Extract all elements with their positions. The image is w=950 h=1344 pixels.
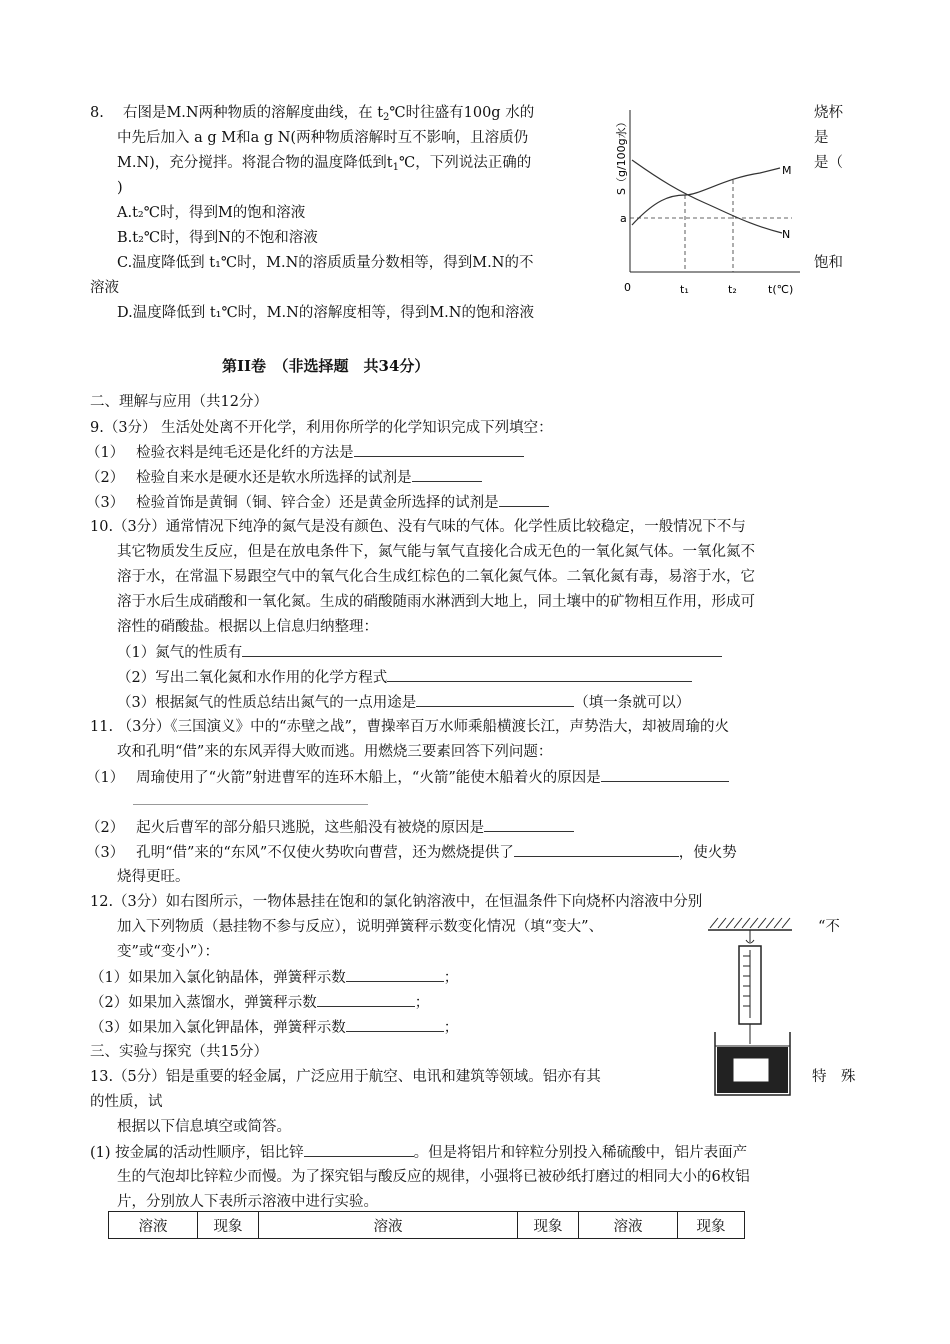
q11-item-3-cont: 烧得更旺。 xyxy=(117,869,190,885)
section-3-heading: 三、实验与探究（共15分） xyxy=(90,1044,268,1060)
q11-item-3: （3） 孔明“借”来的“东风”不仅使火势吹向曹营，还为燃烧提供了 ，使火势 xyxy=(86,842,737,863)
q8-right-text-1: 烧杯 xyxy=(814,105,843,121)
graph-label-t1: t₁ xyxy=(680,283,689,296)
table-header-cell: 溶液 xyxy=(579,1212,678,1239)
q8-right-text-3: 是（ xyxy=(814,155,843,171)
q8-right-text-4: 饱和 xyxy=(814,255,843,271)
q11-item-2: （2） 起火后曹军的部分船只逃脱，这些船没有被烧的原因是 xyxy=(86,817,574,838)
q12-item-3: （3）如果加入氯化钾晶体，弹簧秤示数 ； xyxy=(90,1017,458,1038)
q12-item-2: （2）如果加入蒸馏水，弹簧秤示数 ； xyxy=(90,992,429,1013)
q8-option-b: B.t₂℃时，得到N的不饱和溶液 xyxy=(117,230,318,246)
graph-label-t2: t₂ xyxy=(728,283,737,296)
q12-line-2: 加入下列物质（悬挂物不参与反应），说明弹簧秤示数变化情况（填“变大”、 xyxy=(117,919,604,935)
q11-item-1-answer-line xyxy=(133,804,368,805)
q10-item-3: （3）根据氮气的性质总结出氮气的一点用途是 （填一条就可以） xyxy=(117,692,690,713)
graph-label-origin: 0 xyxy=(624,281,631,294)
q10-item-2: （2）写出二氧化氮和水作用的化学方程式 xyxy=(117,667,692,688)
q9-item-3: （3） 检验首饰是黄铜（铜、锌合金）还是黄金所选择的试剂是 xyxy=(86,492,549,513)
q8-right-text-2: 是 xyxy=(814,130,829,146)
q8-line-2: 中先后加入 a g M和a g N(两种物质溶解时互不影响，且溶质仍 xyxy=(117,130,529,146)
q10-line-4: 溶于水后生成硝酸和一氧化氮。生成的硝酸随雨水淋洒到大地上，同土壤中的矿物相互作用，形成可 xyxy=(117,594,755,610)
graph-label-m: M xyxy=(782,164,792,177)
q9-item-1: （1） 检验衣料是纯毛还是化纤的方法是 xyxy=(86,442,524,463)
table-header-cell: 溶液 xyxy=(259,1212,518,1239)
section-2-heading: 二、理解与应用（共12分） xyxy=(90,394,268,410)
q13-line-1: 13.（5分）铝是重要的轻金属，广泛应用于航空、电讯和建筑等领域。铝亦有其 xyxy=(90,1069,601,1085)
q13-item-1: (1) 按金属的活动性顺序，铝比锌 。但是将铝片和锌粒分别投入稀硫酸中，铝片表面产 xyxy=(90,1142,747,1163)
q11-line-1: 11. （3分）《三国演义》中的“赤壁之战”，曹操率百万水师乘船横渡长江，声势浩大，却被周瑜的火 xyxy=(90,719,729,735)
curve-n xyxy=(632,160,782,233)
q10-line-3: 溶于水，在常温下易跟空气中的氧气化合生成红棕色的二氧化氮气体。二氧化氮有毒，易溶于水，它 xyxy=(117,569,755,585)
table-row xyxy=(109,1212,745,1239)
spring-balance-apparatus xyxy=(700,910,810,1100)
q8-option-a: A.t₂℃时，得到M的饱和溶液 xyxy=(117,205,306,221)
q9-stem: 9.（3分） 生活处处离不开化学，利用你所学的化学知识完成下列填空： xyxy=(90,420,553,436)
q12-line-3: 变”或“变小”）： xyxy=(117,944,219,960)
q8-line-3: M.N)，充分搅拌。将混合物的温度降低到$t_1℃$，下列说法正确的 xyxy=(117,155,532,173)
table-header-cell: 现象 xyxy=(678,1212,745,1239)
q10-line-2: 其它物质发生反应，但是在放电条件下，氮气能与氧气直接化合成无色的一氧化氮气体。一氧化氮不 xyxy=(117,544,755,560)
table-header-cell: 现象 xyxy=(518,1212,579,1239)
q9-item-2: （2） 检验自来水是硬水还是软水所选择的试剂是 xyxy=(86,467,482,488)
graph-y-label: S（g/100g水） xyxy=(615,116,628,195)
q10-item-1: （1）氮气的性质有 xyxy=(117,642,722,663)
q8-option-d: D.温度降低到 t₁℃时，M.N的溶解度相等，得到M.N的饱和溶液 xyxy=(117,305,534,321)
q8-option-c-cont: 溶液 xyxy=(90,280,119,296)
q10-line-5: 溶性的硝酸盐。根据以上信息归纳整理： xyxy=(117,619,378,635)
curve-m xyxy=(632,168,780,225)
q12-line-2-tail: “不 xyxy=(818,919,840,935)
experiment-table xyxy=(108,1211,745,1239)
q8-line-4: ) xyxy=(117,180,123,196)
graph-label-t: t(℃) xyxy=(768,283,794,296)
q12-item-1: （1）如果加入氯化钠晶体，弹簧秤示数 ； xyxy=(90,967,458,988)
q13-item-1-line-2: 生的气泡却比锌粒少而慢。为了探究铝与酸反应的规律，小强将已被砂纸打磨过的相同大小的6枚铝 xyxy=(117,1169,750,1185)
q13-line-1-tail: 特 殊 xyxy=(812,1069,856,1085)
graph-label-a: a xyxy=(620,212,627,225)
q12-line-1: 12.（3分）如右图所示，一物体悬挂在饱和的氯化钠溶液中，在恒温条件下向烧杯内溶液中分别 xyxy=(90,894,703,910)
q11-item-1: （1） 周瑜使用了“火箭”射进曹军的连环木船上，“火箭”能使木船着火的原因是 xyxy=(86,767,729,788)
solubility-graph xyxy=(610,100,810,300)
table-header-cell: 溶液 xyxy=(109,1212,198,1239)
q8-option-c: C.温度降低到 t₁℃时，M.N的溶质质量分数相等，得到M.N的不 xyxy=(117,255,534,271)
q13-line-3: 根据以下信息填空或简答。 xyxy=(117,1119,291,1135)
q8-line-1: 8. 右图是M.N两种物质的溶解度曲线，在 $t_2℃$时往盛有100g 水的 xyxy=(90,105,535,123)
part2-title: 第II卷 （非选择题 共34分） xyxy=(222,357,430,375)
q10-line-1: 10.（3分）通常情况下纯净的氮气是没有颜色、没有气味的气体。化学性质比较稳定，一般情况下不与 xyxy=(90,519,746,535)
q13-line-2: 的性质，试 xyxy=(90,1094,163,1110)
q11-line-2: 攻和孔明“借”来的东风弄得大败而逃。用燃烧三要素回答下列问题： xyxy=(117,744,553,760)
q13-item-1-line-3: 片，分别放人下表所示溶液中进行实验。 xyxy=(117,1194,378,1210)
table-header-cell: 现象 xyxy=(198,1212,259,1239)
graph-label-n: N xyxy=(782,228,791,241)
